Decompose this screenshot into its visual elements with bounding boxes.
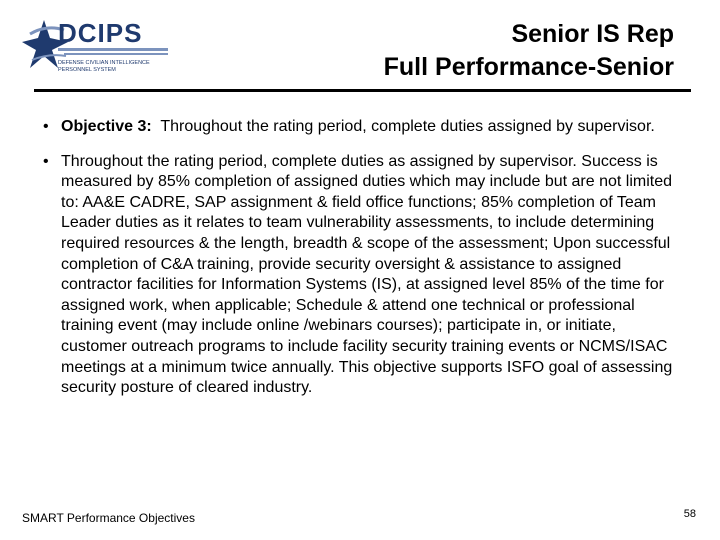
list-item <box>43 152 683 399</box>
title-line-2: Full Performance-Senior <box>383 53 674 81</box>
header-divider <box>34 89 691 92</box>
objective-text <box>61 117 683 138</box>
objective-list <box>43 117 683 413</box>
bullet-icon: • <box>43 152 49 170</box>
logo-wordmark: DCIPS <box>58 18 143 48</box>
footer-label: SMART Performance Objectives <box>22 511 195 525</box>
bullet-icon: • <box>43 118 49 135</box>
logo-tagline-line1: DEFENSE CIVILIAN INTELLIGENCE <box>58 60 150 66</box>
list-item <box>43 117 683 138</box>
duties-description: Throughout the rating period, complete duties as assigned by supervisor. Success is measured by 85% completion of assigned duties which may include but are not limited to: AA&E CADRE, SAP assignment & field office functions; 85% completion of Team Leader duties as it relates to team vulnerability assessments, to include determining required resources & the length, breadth & scope of the assessment; Upon successful completion of C&A training, provide security oversight & assistance to assigned contractor facilities for Information Systems (IS), at assigned level 85% of the time for assigned work, when applicable; Schedule & attend one technical or professional training event (may include online /webinars courses); participate in, or initiate, customer outreach programs to include facility security training events or NCMS/ISAC meetings at a minimum twice annually. This objective supports ISFO goal of assessing security posture of cleared industry. <box>61 152 673 397</box>
page-number: 58 <box>683 508 696 520</box>
title-line-1: Senior IS Rep <box>511 20 674 48</box>
dcips-logo <box>18 12 178 78</box>
page-title <box>234 18 674 84</box>
objective-label: Objective 3: <box>61 118 152 135</box>
logo-tagline-line2: PERSONNEL SYSTEM <box>58 67 116 73</box>
objective-description: Throughout the rating period, complete duties assigned by supervisor. <box>160 118 655 135</box>
